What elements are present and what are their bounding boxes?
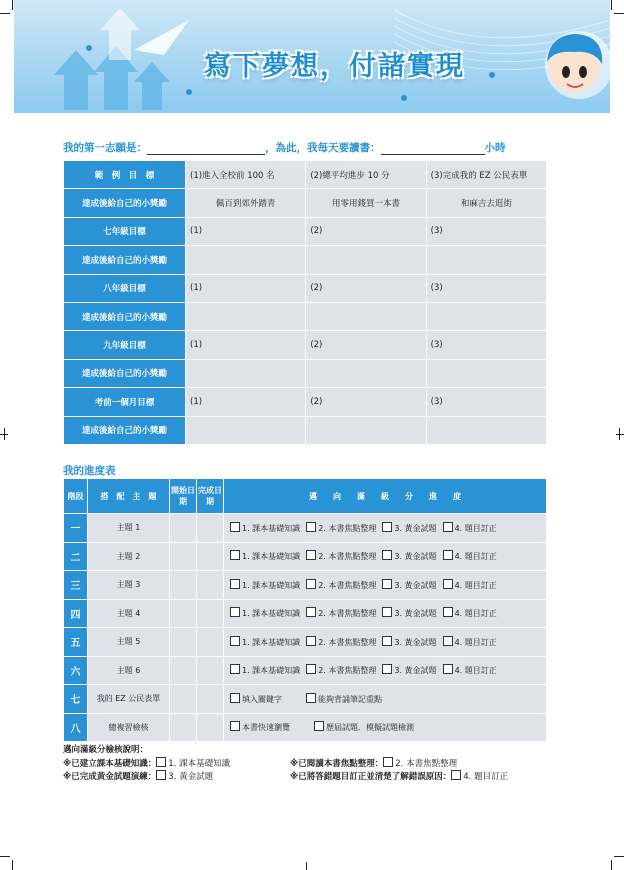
status-option-label: 4. 題目訂正 bbox=[454, 609, 497, 619]
checkbox[interactable] bbox=[230, 607, 240, 617]
checkbox[interactable] bbox=[230, 664, 240, 674]
goal-cell[interactable] bbox=[426, 302, 546, 330]
checkbox[interactable] bbox=[443, 664, 453, 674]
status-option-label: 2. 本書焦點整理 bbox=[318, 637, 377, 647]
goal-cell[interactable]: (3) bbox=[426, 388, 546, 416]
status-option[interactable] bbox=[443, 607, 497, 619]
goal-cell[interactable]: (1) bbox=[186, 274, 306, 302]
goal-prefix: 我的第一志願是： bbox=[63, 142, 147, 154]
progress-row bbox=[64, 514, 547, 543]
goal-cell[interactable]: (3) bbox=[426, 331, 546, 359]
checkbox[interactable] bbox=[382, 607, 392, 617]
crop-mark bbox=[0, 13, 10, 14]
goals-row-label: 達成後給自己的小獎勵 bbox=[64, 189, 186, 217]
status-option-label: 3. 黃金試題 bbox=[394, 523, 437, 533]
topic-name: 主題 3 bbox=[88, 571, 170, 600]
start-date-cell[interactable] bbox=[170, 713, 197, 742]
status-option[interactable] bbox=[230, 550, 300, 562]
progress-heading: 我的進度表 bbox=[63, 465, 116, 477]
goal-cell[interactable]: (1) bbox=[186, 331, 306, 359]
goal-cell[interactable] bbox=[186, 416, 306, 444]
crop-mark bbox=[0, 856, 10, 857]
crop-mark bbox=[4, 428, 5, 440]
crop-mark bbox=[616, 434, 624, 435]
status-option-label: 填入關鍵字 bbox=[242, 694, 282, 704]
status-option-label: 能夠背誦筆記重點 bbox=[318, 694, 382, 704]
status-option-label: 歷屆試題．模擬試題檢測 bbox=[326, 723, 414, 733]
checkbox[interactable] bbox=[230, 550, 240, 560]
status-option[interactable] bbox=[443, 664, 497, 676]
start-date-cell[interactable] bbox=[170, 685, 197, 714]
legend-left-label: ※已完成黃金試題演練： bbox=[63, 772, 157, 782]
legend-right-box-label: 4. 題目訂正 bbox=[463, 772, 509, 782]
checkbox[interactable] bbox=[306, 579, 316, 589]
topic-name: 主題 2 bbox=[88, 542, 170, 571]
goal-cell[interactable]: (3)完成我的 EZ 公民表單 bbox=[426, 161, 546, 189]
status-option[interactable] bbox=[230, 522, 300, 534]
goal-cell[interactable]: (2) bbox=[306, 274, 426, 302]
status-option[interactable] bbox=[382, 664, 436, 676]
goal-cell[interactable]: (2) bbox=[306, 388, 426, 416]
checkbox[interactable] bbox=[230, 579, 240, 589]
topic-name: 主題 1 bbox=[88, 514, 170, 543]
legend-left-box-label: 3. 黃金試題 bbox=[168, 772, 214, 782]
goals-row bbox=[64, 359, 547, 387]
status-option[interactable] bbox=[230, 664, 300, 676]
goal-cell[interactable] bbox=[186, 246, 306, 274]
status-option-label: 4. 題目訂正 bbox=[454, 523, 497, 533]
start-date-cell[interactable] bbox=[170, 571, 197, 600]
stage-number: 八 bbox=[64, 713, 88, 742]
status-options bbox=[224, 656, 547, 685]
status-option[interactable] bbox=[382, 550, 436, 562]
status-option[interactable] bbox=[230, 693, 282, 705]
status-option[interactable] bbox=[443, 522, 497, 534]
stage-number: 五 bbox=[64, 628, 88, 657]
status-option-label: 1. 課本基礎知識 bbox=[242, 637, 301, 647]
checkbox[interactable] bbox=[382, 636, 392, 646]
goal-cell[interactable]: (2) bbox=[306, 331, 426, 359]
status-option-label: 1. 課本基礎知識 bbox=[242, 552, 301, 562]
crop-mark bbox=[611, 860, 612, 870]
status-options bbox=[224, 628, 547, 657]
checkbox[interactable] bbox=[382, 579, 392, 589]
status-option-label: 1. 課本基礎知識 bbox=[242, 666, 301, 676]
done-date-cell[interactable] bbox=[197, 685, 224, 714]
goal-cell[interactable]: 用零用錢買一本書 bbox=[306, 189, 426, 217]
status-option-label: 3. 黃金試題 bbox=[394, 580, 437, 590]
start-date-cell[interactable] bbox=[170, 656, 197, 685]
status-option[interactable] bbox=[382, 522, 436, 534]
checkbox[interactable] bbox=[306, 693, 316, 703]
goal-cell[interactable] bbox=[426, 246, 546, 274]
status-option[interactable] bbox=[443, 550, 497, 562]
goals-row bbox=[64, 246, 547, 274]
goals-row bbox=[64, 416, 547, 444]
topic-name: 我的 EZ 公民表單 bbox=[88, 685, 170, 714]
start-date-cell[interactable] bbox=[170, 599, 197, 628]
done-date-cell[interactable] bbox=[197, 713, 224, 742]
checkbox[interactable] bbox=[156, 757, 166, 767]
goals-row bbox=[64, 189, 547, 217]
checkbox[interactable] bbox=[382, 522, 392, 532]
topic-name: 總複習檢核 bbox=[88, 713, 170, 742]
status-option[interactable] bbox=[306, 550, 376, 562]
status-option[interactable] bbox=[306, 522, 376, 534]
status-option-label: 2. 本書焦點整理 bbox=[318, 666, 377, 676]
goal-cell[interactable] bbox=[306, 302, 426, 330]
status-option[interactable] bbox=[443, 579, 497, 591]
status-option[interactable] bbox=[230, 579, 300, 591]
done-date-cell[interactable] bbox=[197, 656, 224, 685]
stage-number: 四 bbox=[64, 599, 88, 628]
goal-cell[interactable]: (3) bbox=[426, 274, 546, 302]
crop-mark bbox=[611, 0, 612, 10]
goals-table bbox=[63, 160, 547, 445]
status-option[interactable] bbox=[306, 579, 376, 591]
status-option-label: 3. 黃金試題 bbox=[394, 609, 437, 619]
legend-row bbox=[63, 757, 547, 770]
goal-cell[interactable] bbox=[426, 359, 546, 387]
goal-cell[interactable]: (1) bbox=[186, 388, 306, 416]
goals-row-label: 考前一個月目標 bbox=[64, 388, 186, 416]
goal-cell[interactable] bbox=[426, 416, 546, 444]
header-status: 邁 向 滿 級 分 進 度 bbox=[224, 479, 547, 514]
goals-row-label: 八年級目標 bbox=[64, 274, 186, 302]
crop-mark bbox=[614, 856, 624, 857]
goal-cell[interactable] bbox=[306, 359, 426, 387]
header-stage: 階段 bbox=[64, 479, 88, 514]
checkbox[interactable] bbox=[230, 693, 240, 703]
checkbox[interactable] bbox=[230, 522, 240, 532]
study-hours-blank[interactable] bbox=[381, 143, 485, 155]
header-start-date: 開始日期 bbox=[170, 479, 197, 514]
status-options bbox=[224, 599, 547, 628]
goal-cell[interactable] bbox=[306, 246, 426, 274]
stage-number: 七 bbox=[64, 685, 88, 714]
status-option[interactable] bbox=[382, 636, 436, 648]
progress-table bbox=[63, 478, 547, 742]
done-date-cell[interactable] bbox=[197, 599, 224, 628]
goal-cell[interactable] bbox=[186, 359, 306, 387]
topic-name: 主題 6 bbox=[88, 656, 170, 685]
status-option-label: 4. 題目訂正 bbox=[454, 552, 497, 562]
legend-row bbox=[63, 770, 547, 783]
checkbox[interactable] bbox=[306, 522, 316, 532]
checkbox[interactable] bbox=[443, 550, 453, 560]
header-done-date: 完成日期 bbox=[197, 479, 224, 514]
progress-row bbox=[64, 599, 547, 628]
checkbox[interactable] bbox=[156, 770, 166, 780]
status-options bbox=[224, 571, 547, 600]
goals-row-label: 範 例 目 標 bbox=[64, 161, 186, 189]
start-date-cell[interactable] bbox=[170, 514, 197, 543]
stage-number: 一 bbox=[64, 514, 88, 543]
status-option-label: 4. 題目訂正 bbox=[454, 580, 497, 590]
goals-row bbox=[64, 274, 547, 302]
checkbox[interactable] bbox=[306, 607, 316, 617]
header-banner bbox=[14, 0, 610, 113]
crop-mark bbox=[12, 860, 13, 870]
header-topic: 搭 配 主 題 bbox=[88, 479, 170, 514]
checkbox[interactable] bbox=[443, 522, 453, 532]
status-option[interactable] bbox=[230, 607, 300, 619]
goal-cell[interactable]: 和麻吉去逛街 bbox=[426, 189, 546, 217]
status-options bbox=[224, 685, 547, 714]
status-option-label: 3. 黃金試題 bbox=[394, 666, 437, 676]
status-option[interactable] bbox=[306, 607, 376, 619]
goal-cell[interactable]: (3) bbox=[426, 217, 546, 245]
progress-row bbox=[64, 713, 547, 742]
goals-row-label: 達成後給自己的小獎勵 bbox=[64, 416, 186, 444]
status-option-label: 2. 本書焦點整理 bbox=[318, 552, 377, 562]
progress-row bbox=[64, 571, 547, 600]
goal-cell[interactable]: 佩百到郊外踏青 bbox=[186, 189, 306, 217]
status-option-label: 1. 課本基礎知識 bbox=[242, 580, 301, 590]
crop-mark bbox=[306, 862, 307, 870]
checkbox[interactable] bbox=[382, 664, 392, 674]
done-date-cell[interactable] bbox=[197, 628, 224, 657]
checkbox[interactable] bbox=[230, 721, 240, 731]
goal-cell[interactable] bbox=[306, 416, 426, 444]
legend-right-label: ※已閱讀本書焦點整理： bbox=[290, 759, 384, 769]
crop-mark bbox=[12, 0, 13, 10]
progress-row bbox=[64, 656, 547, 685]
status-option-label: 3. 黃金試題 bbox=[394, 637, 437, 647]
legend bbox=[63, 744, 547, 783]
checkbox[interactable] bbox=[443, 607, 453, 617]
goal-cell[interactable]: (1) bbox=[186, 217, 306, 245]
status-option-label: 4. 題目訂正 bbox=[454, 637, 497, 647]
status-option-label: 3. 黃金試題 bbox=[394, 552, 437, 562]
topic-name: 主題 4 bbox=[88, 599, 170, 628]
status-options bbox=[224, 713, 547, 742]
progress-row bbox=[64, 628, 547, 657]
progress-row bbox=[64, 685, 547, 714]
checkbox[interactable] bbox=[306, 550, 316, 560]
status-option[interactable] bbox=[230, 721, 290, 733]
status-option[interactable] bbox=[314, 721, 414, 733]
status-option-label: 2. 本書焦點整理 bbox=[318, 523, 377, 533]
checkbox[interactable] bbox=[443, 636, 453, 646]
start-date-cell[interactable] bbox=[170, 542, 197, 571]
topic-name: 主題 5 bbox=[88, 628, 170, 657]
status-option-label: 2. 本書焦點整理 bbox=[318, 609, 377, 619]
status-option[interactable] bbox=[306, 664, 376, 676]
legend-left-label: ※已建立課本基礎知識： bbox=[63, 759, 157, 769]
checkbox[interactable] bbox=[451, 770, 461, 780]
done-date-cell[interactable] bbox=[197, 514, 224, 543]
goal-cell[interactable]: (1)進入全校前 100 名 bbox=[186, 161, 306, 189]
start-date-cell[interactable] bbox=[170, 628, 197, 657]
goal-suffix: 小時 bbox=[484, 142, 506, 154]
legend-left-box-label: 1. 課本基礎知識 bbox=[168, 759, 231, 769]
goals-row-label: 七年級目標 bbox=[64, 217, 186, 245]
goal-statement bbox=[63, 140, 547, 156]
goal-cell[interactable]: (2)總平均進步 10 分 bbox=[306, 161, 426, 189]
status-option[interactable] bbox=[306, 693, 382, 705]
goals-row-label: 九年級目標 bbox=[64, 331, 186, 359]
goal-cell[interactable]: (2) bbox=[306, 217, 426, 245]
goal-cell[interactable] bbox=[186, 302, 306, 330]
crop-mark bbox=[619, 428, 620, 440]
legend-right-label: ※已將答錯題目訂正並清楚了解錯誤原因： bbox=[290, 772, 452, 782]
status-option[interactable] bbox=[382, 579, 436, 591]
goals-row bbox=[64, 302, 547, 330]
goals-row bbox=[64, 217, 547, 245]
status-option-label: 1. 課本基礎知識 bbox=[242, 523, 301, 533]
progress-row bbox=[64, 542, 547, 571]
status-option[interactable] bbox=[443, 636, 497, 648]
status-option[interactable] bbox=[230, 636, 300, 648]
checkbox[interactable] bbox=[314, 721, 324, 731]
goals-row bbox=[64, 161, 547, 189]
status-options bbox=[224, 514, 547, 543]
goals-row bbox=[64, 388, 547, 416]
stage-number: 六 bbox=[64, 656, 88, 685]
checkbox[interactable] bbox=[306, 636, 316, 646]
done-date-cell[interactable] bbox=[197, 542, 224, 571]
checkbox[interactable] bbox=[383, 757, 393, 767]
goals-row bbox=[64, 331, 547, 359]
status-option-label: 2. 本書焦點整理 bbox=[318, 580, 377, 590]
goals-row-label: 達成後給自己的小獎勵 bbox=[64, 302, 186, 330]
checkbox[interactable] bbox=[443, 579, 453, 589]
status-option[interactable] bbox=[306, 636, 376, 648]
checkbox[interactable] bbox=[306, 664, 316, 674]
status-option-label: 本書快速瀏覽 bbox=[242, 723, 290, 733]
goal-middle: ，為此，我每天要讀書： bbox=[265, 142, 381, 154]
goals-row-label: 達成後給自己的小獎勵 bbox=[64, 246, 186, 274]
status-option-label: 4. 題目訂正 bbox=[454, 666, 497, 676]
checkbox[interactable] bbox=[230, 636, 240, 646]
crop-mark bbox=[614, 13, 624, 14]
legend-right-box-label: 2. 本書焦點整理 bbox=[395, 759, 458, 769]
status-option[interactable] bbox=[382, 607, 436, 619]
status-option-label: 1. 課本基礎知識 bbox=[242, 609, 301, 619]
done-date-cell[interactable] bbox=[197, 571, 224, 600]
first-choice-blank[interactable] bbox=[147, 143, 265, 155]
status-options bbox=[224, 542, 547, 571]
page-title: 寫下夢想，付諸實現 bbox=[204, 51, 465, 82]
checkbox[interactable] bbox=[382, 550, 392, 560]
stage-number: 三 bbox=[64, 571, 88, 600]
legend-title: 邁向滿級分檢核說明： bbox=[63, 745, 149, 755]
goals-row-label: 達成後給自己的小獎勵 bbox=[64, 359, 186, 387]
stage-number: 二 bbox=[64, 542, 88, 571]
